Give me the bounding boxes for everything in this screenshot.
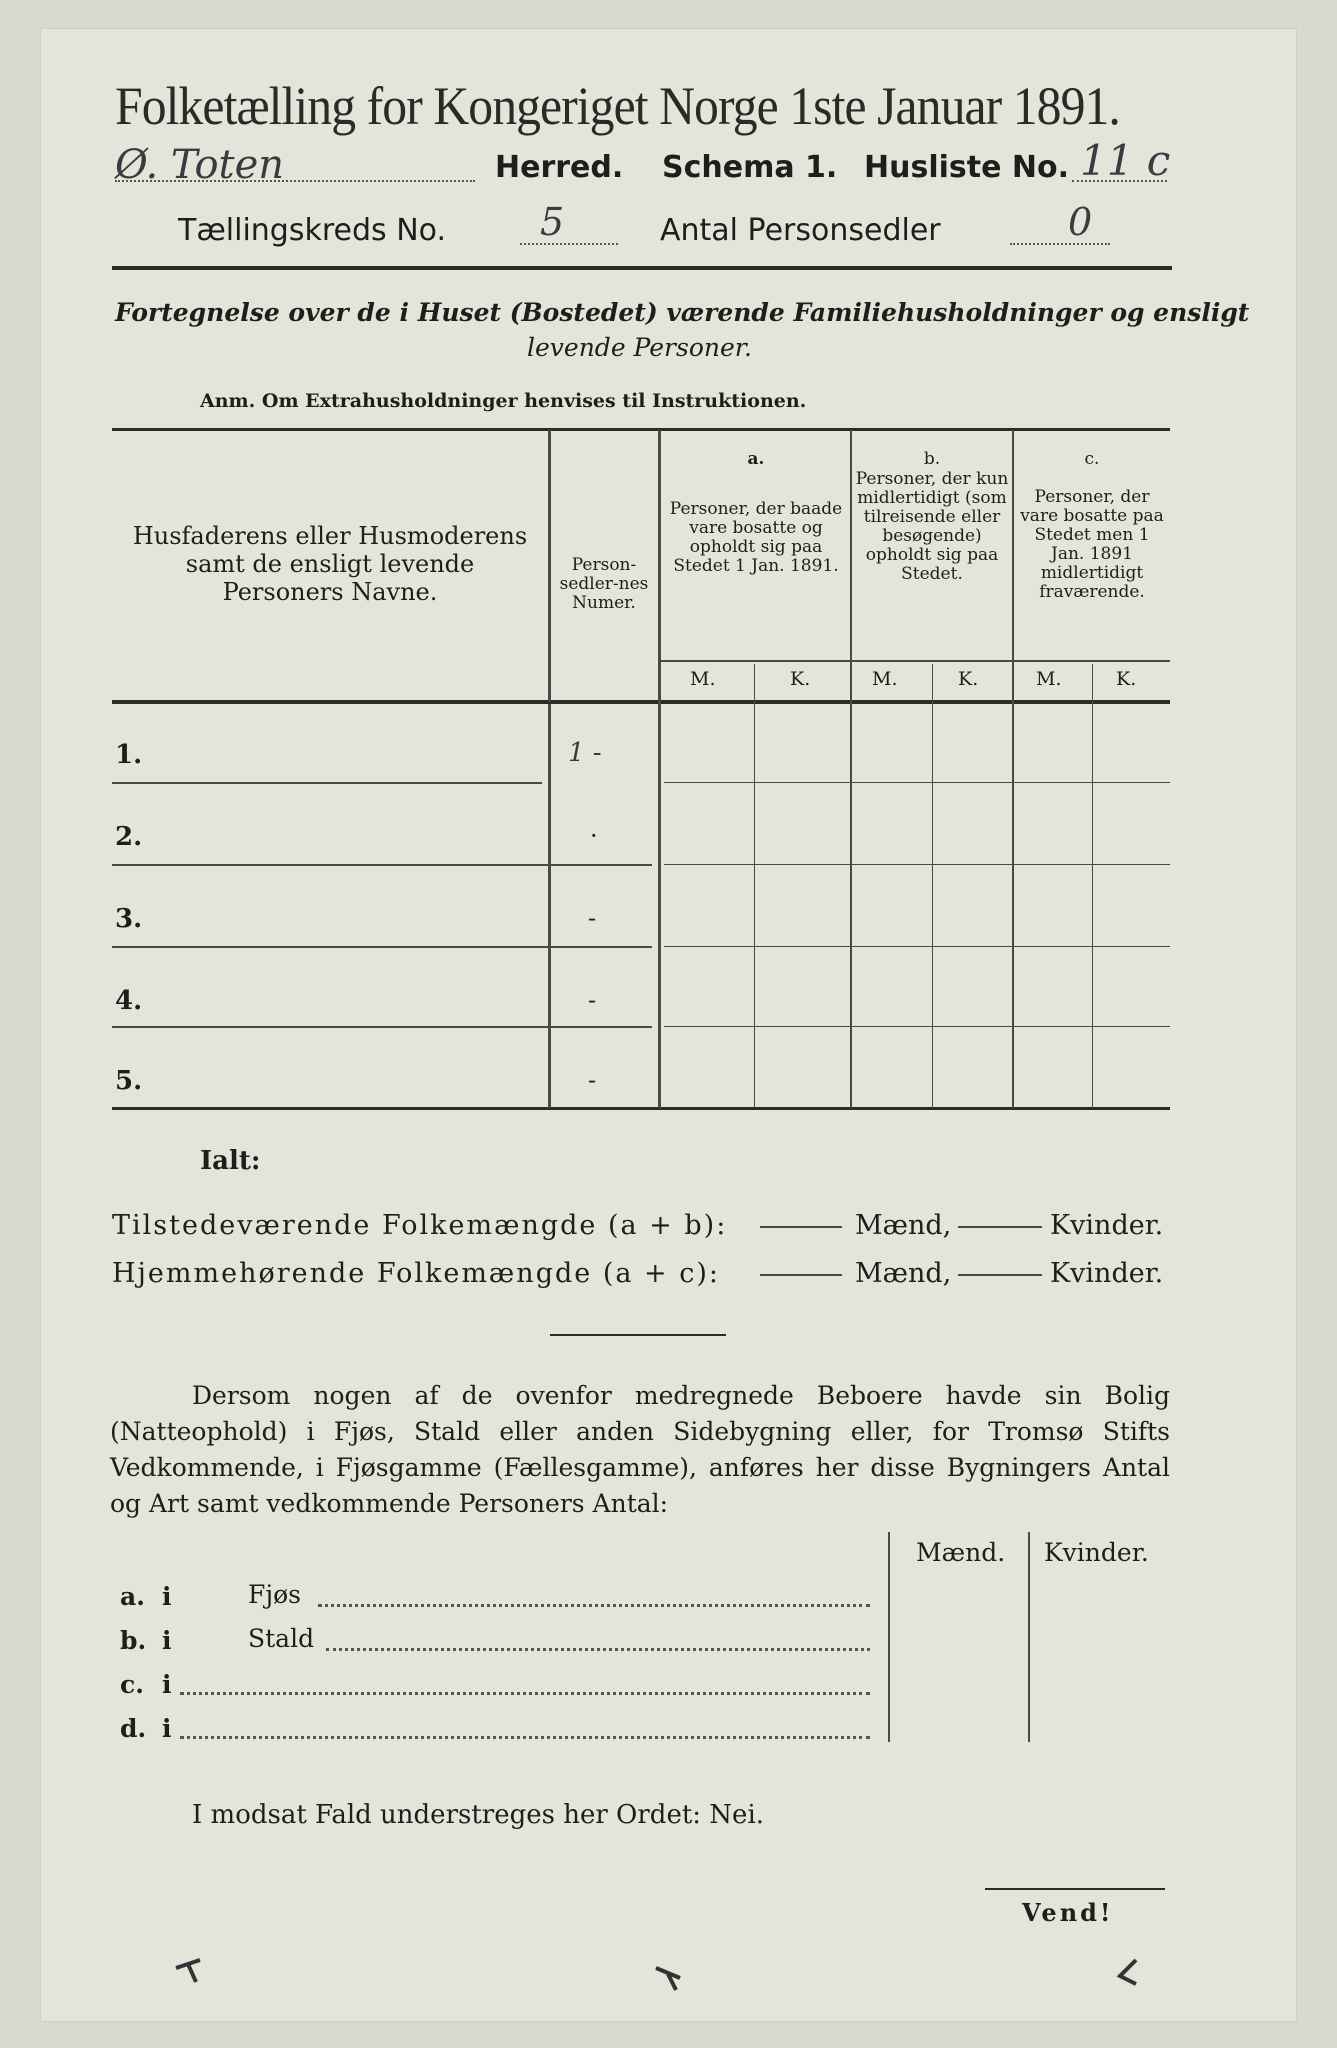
corner-mark-icon — [170, 1950, 210, 1990]
c-m-label: M. — [1036, 668, 1062, 690]
corner-mark-icon — [650, 1958, 690, 1998]
a-m-label: M. — [690, 668, 716, 690]
bld-prep: i — [162, 1670, 172, 1699]
herred-label: Herred. — [495, 150, 624, 185]
row-label: 4. — [115, 986, 143, 1016]
row-label: 1. — [115, 740, 143, 770]
hjemme-kvinder: Kvinder. — [1050, 1258, 1164, 1289]
col-sep-a — [850, 430, 852, 1108]
header-rule — [112, 266, 1172, 270]
row-label: 3. — [115, 904, 143, 934]
husliste-value: 11 c — [1080, 136, 1171, 185]
row-rule — [112, 864, 652, 866]
vend-label: Vend! — [1022, 1898, 1114, 1927]
row-rule-values — [664, 1026, 1170, 1027]
row-rule-values — [664, 782, 1170, 783]
nei-footer: I modsat Fald understreges her Ordet: Nei. — [192, 1800, 765, 1830]
bld-letter: a. — [120, 1582, 145, 1611]
col-sep-a-mk — [754, 664, 755, 1108]
buildings-paragraph: Dersom nogen af de ovenfor medregnede Beboere havde sin Bolig (Natteophold) i Fjøs, Stald eller anden Sidebygning eller, for Tromsø Stifts Vedkommende, i Fjøsgamme (Fællesgamme), anføres her disse Bygningers Antal og Art samt vedkommende Personers Antal: — [110, 1381, 1170, 1518]
section-divider — [550, 1334, 726, 1336]
bld-dotline — [326, 1648, 870, 1651]
row-rule — [112, 1026, 652, 1028]
bld-letter: b. — [120, 1626, 147, 1655]
row-label: 2. — [115, 822, 143, 852]
a-k-label: K. — [790, 668, 811, 690]
bld-prep: i — [162, 1714, 172, 1743]
col-num-header: Person-sedler-nes Numer. — [559, 555, 649, 613]
herred-dotline — [115, 180, 475, 182]
tilstede-maend-blank — [760, 1226, 842, 1228]
kreds-value: 5 — [540, 200, 565, 244]
col-b-header: Personer, der kun midlertidigt (som tilreisende eller besøgende) opholdt sig paa Stedet. — [855, 469, 1009, 584]
bld-col-sep-1 — [888, 1532, 890, 1742]
tilstede-kvinder: Kvinder. — [1050, 1210, 1164, 1241]
col-c-letter: c. — [1084, 449, 1100, 469]
tilstede-kvinder-blank — [958, 1226, 1042, 1228]
col-a-letter: a. — [747, 449, 765, 469]
schema-label: Schema 1. — [662, 150, 838, 185]
col-sep-c-mk — [1092, 664, 1093, 1108]
tilstede-maend: Mænd, — [855, 1210, 952, 1241]
col-c-header: Personer, der vare bosatte paa Stedet men 1 Jan. 1891 midlertidigt fraværende. — [1020, 487, 1164, 602]
bld-col-sep-2 — [1028, 1532, 1030, 1742]
vend-rule — [985, 1888, 1165, 1890]
bld-name: Stald — [248, 1624, 315, 1653]
hjemme-maend-blank — [760, 1274, 842, 1276]
row-rule-values — [664, 946, 1170, 947]
row-rule-values — [664, 864, 1170, 865]
hjemme-maend: Mænd, — [855, 1258, 952, 1289]
row-num: - — [588, 986, 597, 1014]
bld-kvinder-header: Kvinder. — [1044, 1538, 1149, 1567]
b-k-label: K. — [958, 668, 979, 690]
intro-line1: Fortegnelse over de i Huset (Bostedet) værende Familiehusholdninger og ensligt — [115, 298, 1250, 327]
col-sep-name — [548, 704, 551, 1108]
bld-dotline — [180, 1692, 870, 1695]
antal-value: 0 — [1068, 200, 1093, 244]
form-title: Folketælling for Kongeriget Norge 1ste Januar 1891. — [115, 76, 1120, 136]
husliste-dotline — [1072, 180, 1167, 182]
bld-dotline — [318, 1604, 870, 1607]
anm-note: Anm. Om Extrahusholdninger henvises til Instruktionen. — [200, 390, 807, 412]
intro-line2: levende Personer. — [527, 333, 752, 362]
col-sep-name-header — [548, 430, 551, 702]
col-sep-num — [658, 430, 661, 1108]
row-num: 1 - — [568, 738, 602, 768]
col-a-header: Personer, der baade vare bosatte og opholdt sig paa Stedet 1 Jan. 1891. — [669, 499, 843, 576]
hjemme-kvinder-blank — [958, 1274, 1042, 1276]
bld-name: Fjøs — [248, 1580, 301, 1609]
kreds-dotline — [520, 243, 618, 245]
col-sep-b — [1012, 430, 1014, 1108]
antal-label: Antal Personsedler — [660, 213, 941, 248]
antal-dotline — [1010, 243, 1110, 245]
col-name-header: Husfaderens eller Husmoderens samt de ensligt levende Personers Navne. — [132, 522, 528, 606]
col-b-letter: b. — [923, 449, 941, 469]
corner-mark-icon — [1110, 1954, 1150, 1994]
kreds-label: Tællingskreds No. — [178, 213, 446, 248]
row-rule — [112, 782, 542, 784]
bld-letter: c. — [120, 1670, 144, 1699]
c-k-label: K. — [1116, 668, 1137, 690]
bld-prep: i — [162, 1626, 172, 1655]
row-label: 5. — [115, 1066, 143, 1096]
hjemme-label: Hjemmehørende Folkemængde (a + c): — [112, 1258, 720, 1289]
bld-dotline — [180, 1736, 870, 1739]
bld-maend-header: Mænd. — [916, 1538, 1006, 1567]
husliste-label: Husliste No. — [864, 150, 1069, 185]
bld-prep: i — [162, 1582, 172, 1611]
census-form-sheet — [40, 28, 1297, 2022]
row-num: · — [590, 822, 598, 850]
row-rule — [112, 946, 652, 948]
row-num: - — [588, 1066, 597, 1094]
row-num: - — [588, 904, 597, 932]
col-sep-b-mk — [932, 664, 933, 1108]
herred-value: Ø. Toten — [115, 142, 285, 188]
mk-header-rule — [660, 660, 1170, 662]
ialt-label: Ialt: — [200, 1146, 261, 1176]
b-m-label: M. — [872, 668, 898, 690]
bld-letter: d. — [120, 1714, 147, 1743]
tilstede-label: Tilstedeværende Folkemængde (a + b): — [112, 1210, 728, 1241]
